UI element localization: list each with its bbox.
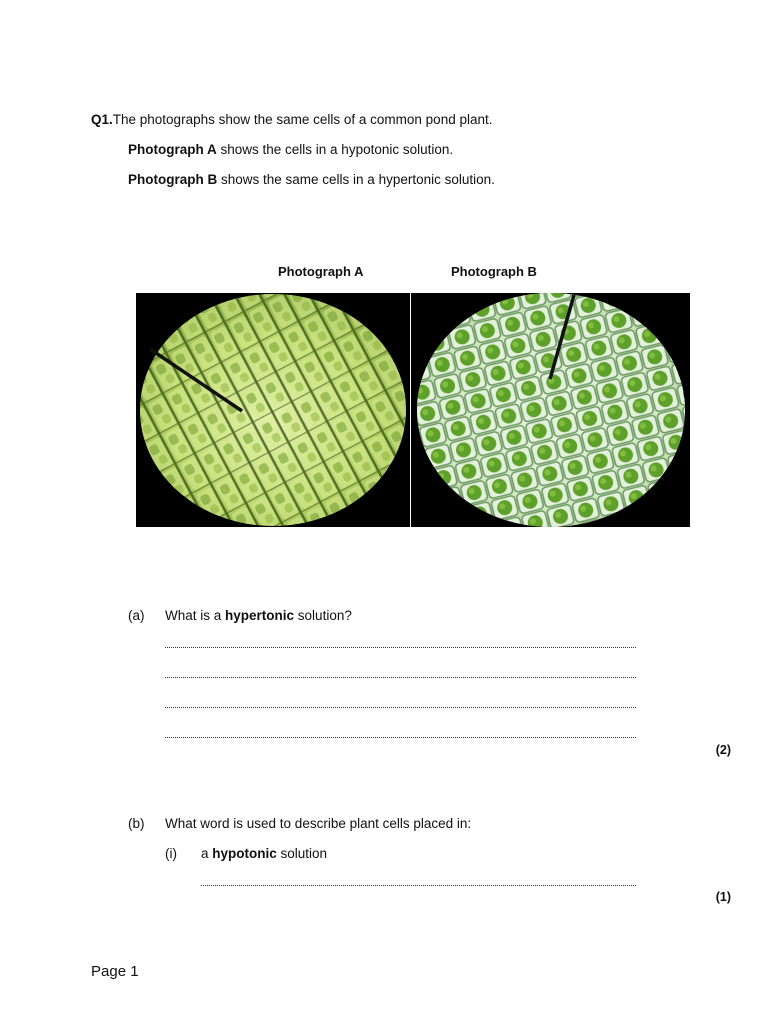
part-a-text-post: solution? [294,608,352,623]
part-a-question [165,608,352,623]
part-b-i-question [201,846,327,861]
photograph-b-desc-text: shows the same cells in a hypertonic solution. [217,172,495,187]
part-b-i-keyword: hypotonic [212,846,277,861]
photograph-a-desc-text: shows the cells in a hypotonic solution. [216,142,454,157]
answer-line-b1[interactable] [201,885,636,886]
photograph-b-description [128,172,495,187]
question-number: Q1. [91,112,113,127]
part-b-marks: (1) [715,890,731,904]
photograph-a-label: Photograph A [278,264,364,279]
question-intro [91,112,493,127]
photograph-a-image [136,293,410,527]
answer-line-a2[interactable] [165,677,636,678]
part-b-i-text-pre: a [201,846,213,861]
part-b-label: (b) [128,816,145,831]
part-a-label: (a) [128,608,145,623]
answer-line-a3[interactable] [165,707,636,708]
photograph-b-image [411,293,690,527]
question-intro-text: The photographs show the same cells of a common pond plant. [112,112,493,127]
part-a-marks: (2) [715,743,731,757]
answer-line-a4[interactable] [165,737,636,738]
page-number: Page 1 [91,963,139,980]
part-b-i-text-post: solution [276,846,328,861]
part-a-text-pre: What is a [165,608,226,623]
photograph-a-description [128,142,453,157]
photograph-a-ref: Photograph A [128,142,217,157]
answer-line-a1[interactable] [165,647,636,648]
photograph-b-ref: Photograph B [128,172,218,187]
part-b-i-label: (i) [165,846,177,861]
photograph-b-label: Photograph B [451,264,537,279]
part-a-keyword: hypertonic [225,608,295,623]
part-b-question: What word is used to describe plant cells placed in: [165,816,472,831]
